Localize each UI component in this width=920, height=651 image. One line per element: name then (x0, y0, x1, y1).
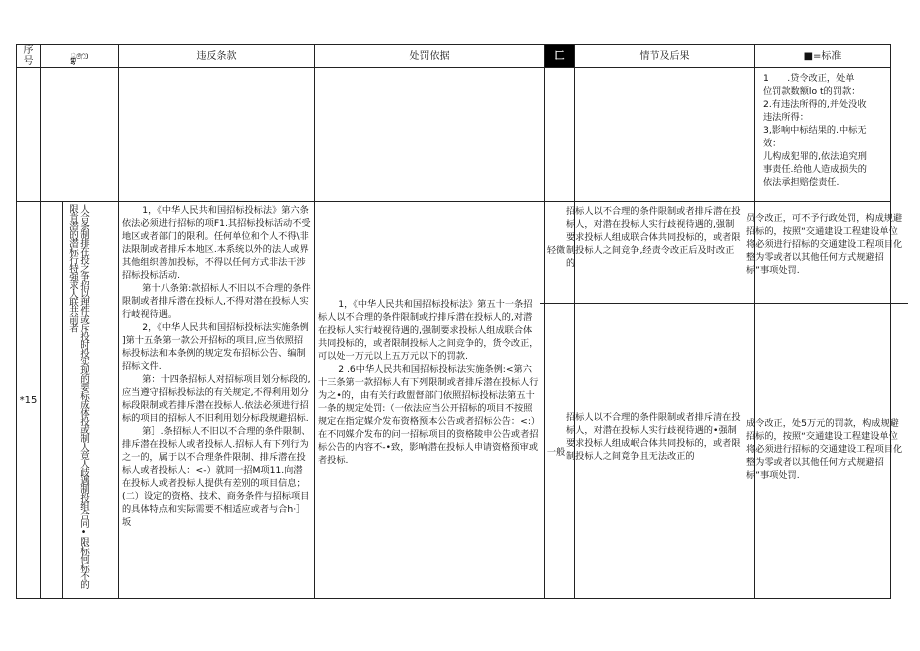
prev-standard-text (763, 72, 887, 189)
prev-standard-cell (755, 68, 891, 202)
row15-behavior: 人合条制排在投之争招以理件或斥投时投实现的要标成体投或制人竟人歧遇制投组合同•限标何标不的限肯潜的潜标行特强求人联共前者 (67, 204, 89, 588)
prev-standard-line: 3,影响中标结果的.中标无 (763, 125, 867, 136)
row15-clause-cell (119, 202, 315, 599)
header-row (17, 45, 891, 68)
prev-standard-line: 违法所得： (763, 112, 809, 123)
prev-standard-line: 位罚款数额lo t的罚款： (763, 86, 861, 97)
prev-behavior-cell (41, 68, 119, 202)
row15-basis-text (318, 298, 541, 467)
prev-circumstance-cell (575, 68, 755, 202)
prev-basis-cell (315, 68, 545, 202)
sub-row-divider (540, 303, 908, 304)
penalty-standard-table (16, 44, 891, 599)
standard-general: 成令改正，处5万元的罚款，构成规避招标的，按照“交通建设工程建设单位将必须进行招标的交通建设工程项目化整为零或者以其他任何方式规避招标”事项处罚. (746, 418, 903, 481)
row15-spacer-cell (41, 202, 63, 599)
prev-level-cell (545, 68, 575, 202)
clause-paragraph: 2，《中华人民共和国招标投标法实施条例 ]第十五条第一款公开招标的项目,应当依照招标投标法和本条例的规定发布招标公告、编制招标文件. (122, 322, 309, 372)
circumstance-general: 招标人以不合理的条件限制或者排斥清在投标人，对潜在投标人实行歧视待遇的•强制要求投标人组成岷合体共同投标的，或者限制投标人之间竟争且无法改正的 (566, 412, 741, 462)
row15-basis-cell (315, 202, 545, 599)
prev-standard-line: 儿构成犯罪的,依法追究刑 (763, 151, 867, 162)
header-circumstance: 情节及后果 (575, 45, 755, 68)
prev-standard-line: 依法承担赔偿责任. (763, 177, 840, 188)
prev-standard-line: 事责任.给他人造成损失的 (763, 164, 867, 175)
prev-standard-line: 2.有违法所得的,并处没收 (763, 99, 867, 110)
standard-minor: 员令改正，可不予行政处罚，构成规避招标的，按照“交通建设工程建设单位将必须进行招标的交通建设工程项目化整为零或者以其他任何方式规避招标”事项处罚. (746, 213, 903, 276)
prev-standard-line: 1 .贷令改正，处单 (763, 73, 855, 84)
basis-paragraph: 2 .6中华人民共和国招标投标法实施条例:<第六十三条第一款招标人有下列限制或者排斥潜在投标人行为之•的，由有关行政盥督部门依照招标投标法第五十一条的规定处罚:（一依法应当公开招标的项目不按照规定在指定媒介发布资格预本公告或者招标公告：<:）在不同媒介发布的问一招标项目的资格陵申公告或者招标公告的内容不-•致，影响潜在投标人申请资格预审或者投标. (318, 364, 541, 466)
row15-behavior-cell (63, 202, 119, 599)
basis-paragraph: 1，《中华人民共和国招标投标法》第五十一条招标人以不合理的条件限制或拧排斥潜在投标人的,对潜在投标人实行岐视待遇的,强制要求投标人组成联合体共同投标的，或者限制投标人之间竞争的，货令改正，可以处一万元以上五万元以下的罚款. (318, 299, 539, 362)
clause-paragraph: 第］.条招标人不旧以不合理的条件限制、排斥潜在投标人或者投标人.招标人有下列行为之一的，属于以不合理条件限制、排斥潜在投标人或者投标人：<-）就同一招M项11.向潜在投标人或者投标人提供有差别的项目信息；(二）设定的资格、技术、商务条件与招标项目的具体特点和实际需要不相适应或者与合h·］坂 (122, 426, 311, 528)
row15-clause-text (122, 204, 311, 529)
level-general: 一般 (546, 447, 566, 458)
prev-seq-cell (17, 68, 41, 202)
header-basis: 处罚依据 (315, 45, 545, 68)
header-behavior: ྒྷ෩ (41, 45, 119, 68)
header-standard: ■=标准 (755, 45, 891, 68)
clause-paragraph: 1，《中华人民共和国招标投标法》第六条依法必须进行招标的项F1.其招标投标活动不受地区或者部门的限利。任何单位和个人不得\非法限制或者排斥本地区.本系统以外的法人或界其他组织善加投标，不得以任何方式非法干涉招标投标活动. (122, 205, 311, 281)
prev-standard-line: 效： (763, 138, 782, 149)
header-seq: 序号 (17, 45, 41, 68)
prev-clause-cell (119, 68, 315, 202)
clause-paragraph: 第十八条第:款招标人不旧以不合理的条件限制或者排斥潜在投标人,不得对潜在投标人实行岐视待遇。 (122, 283, 311, 320)
previous-row (17, 68, 891, 202)
row15-seq: *15 (17, 202, 41, 599)
circumstance-minor: 招标人以不合理的条件限制或者排斥潜在投标人，对潜在投标人实行歧视待遇的,强制要求投标人组成联合体共同投标的，或者限制投标人之间竞争,经责令改正后及时改正的 (566, 206, 741, 269)
header-level-icon: 匚 (545, 45, 575, 68)
clause-paragraph: 第：十四条招标人对招标项目划分标段的,应当遵守招标投标法的有关规定,不得利用划分标段限制或若排斥潜在投标人.依法必须进行招标的项目的招标人不旧利用划分标段规避招标. (122, 374, 311, 424)
header-clause: 违反条款 (119, 45, 315, 68)
level-minor: 轻微 (546, 245, 566, 256)
